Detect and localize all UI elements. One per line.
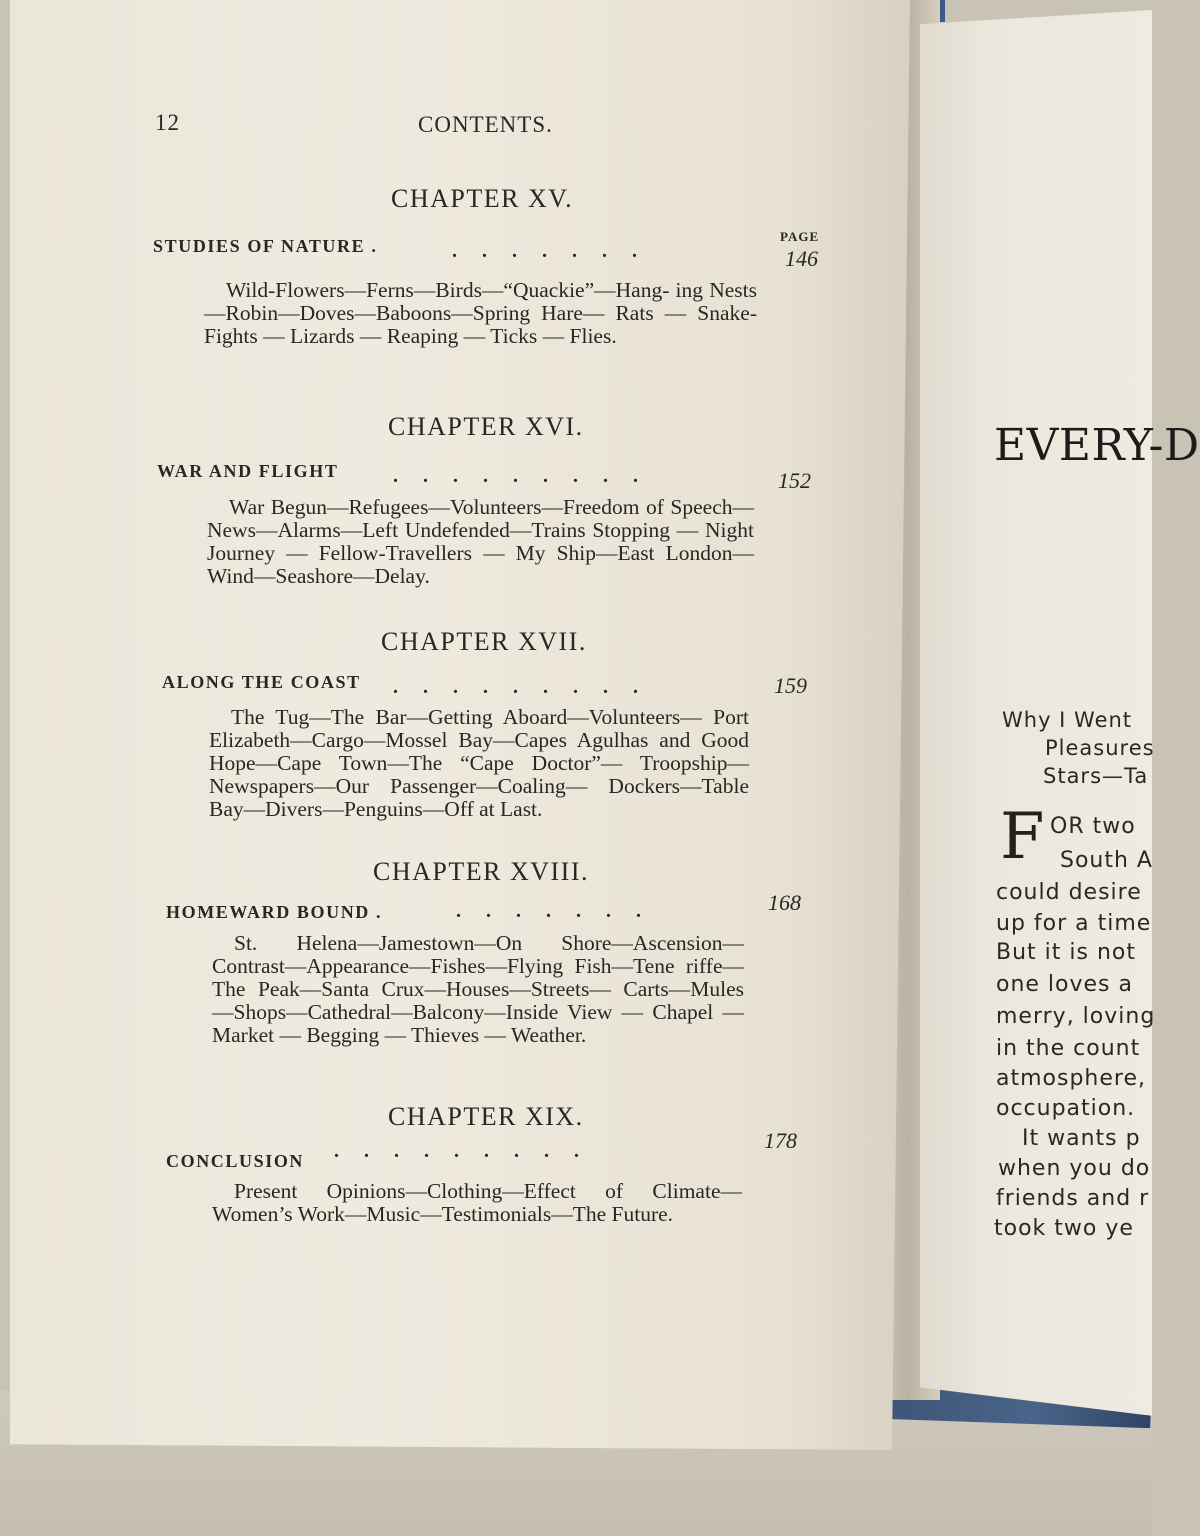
chapter-heading: CHAPTER XIX. [388, 1102, 584, 1131]
chapter-heading: CHAPTER XVIII. [373, 857, 589, 886]
right-body-line: But it is not [996, 940, 1136, 965]
right-body-line: South A [1060, 848, 1153, 873]
chapter-heading: CHAPTER XV. [391, 184, 574, 213]
chapter-page-number: 152 [778, 468, 811, 493]
chapter-summary: Wild-Flowers—Ferns—Birds—“Quackie”—Hang- ing Nests—Robin—Doves—Baboons—Spring Hare— Rats — Snake-Fights — Lizards — Reaping — Ticks — Flies. [204, 278, 757, 348]
chapter-title: CONCLUSION [166, 1151, 305, 1171]
leader-dots: ......... [393, 465, 663, 487]
leader-dots: ......... [393, 676, 663, 698]
right-summary-line: Stars—Ta [1043, 764, 1149, 788]
chapter-page-number: 159 [774, 673, 807, 698]
chapter-summary: Present Opinions—Clothing—Effect of Climate— Women’s Work—Music—Testimonials—The Future. [212, 1179, 742, 1226]
chapter-summary: War Begun—Refugees—Volunteers—Freedom of Speech—News—Alarms—Left Undefended—Trains Stopping — Night Journey — Fellow-Travellers — My Ship—East London—Wind—Seashore—Delay. [207, 495, 754, 588]
leader-dots: ....... [456, 900, 666, 922]
right-body-line: friends and r [996, 1186, 1150, 1211]
chapter-page-number: 178 [764, 1128, 797, 1153]
chapter-page-number: 168 [768, 890, 801, 915]
chapter-page-number: 146 [785, 246, 818, 271]
chapter-heading: CHAPTER XVII. [381, 627, 587, 656]
right-body-line: OR two [1050, 814, 1136, 839]
right-summary-line: Pleasures [1045, 736, 1155, 760]
right-body-line: occupation. [996, 1096, 1136, 1121]
page-number: 12 [155, 110, 180, 135]
right-body-line: up for a time [996, 911, 1152, 936]
running-head: CONTENTS. [418, 112, 553, 137]
leader-dots: ....... [452, 240, 662, 262]
right-body-line: It wants p [1022, 1126, 1141, 1151]
right-body-line: could desire [996, 880, 1142, 905]
chapter-summary: The Tug—The Bar—Getting Aboard—Volunteers— Port Elizabeth—Cargo—Mossel Bay—Capes Agulhas and Good Hope—Cape Town—The “Cape Doctor”— Troopship—Newspapers—Our Passenger—Coaling— Dockers—Table Bay—Divers—Penguins—Off at Last. [209, 705, 749, 821]
right-body-line: one loves a [996, 972, 1133, 997]
page-column-label: PAGE [780, 229, 820, 244]
leader-dots: ......... [334, 1140, 604, 1162]
right-body-line: atmosphere, [996, 1066, 1146, 1091]
chapter-title: STUDIES OF NATURE . [153, 236, 378, 256]
right-body-line: took two ye [994, 1216, 1134, 1241]
chapter-summary: St. Helena—Jamestown—On Shore—Ascension— Contrast—Appearance—Fishes—Flying Fish—Tene riffe—The Peak—Santa Crux—Houses—Streets— Carts—Mules—Shops—Cathedral—Balcony—Inside View — Chapel — Market — Begging — Thieves — Weather. [212, 931, 744, 1047]
right-body-line: merry, loving [996, 1004, 1156, 1029]
chapter-heading: CHAPTER XVI. [388, 412, 584, 441]
right-body-line: when you do [998, 1156, 1151, 1181]
drop-cap: F [1000, 800, 1045, 874]
right-summary-line: Why I Went [1002, 708, 1133, 732]
chapter-title: ALONG THE COAST [162, 672, 361, 692]
chapter-title: WAR AND FLIGHT [157, 461, 339, 481]
right-page-title: EVERY-D [994, 420, 1200, 471]
chapter-title: HOMEWARD BOUND . [166, 902, 383, 922]
right-body-line: in the count [996, 1036, 1141, 1061]
